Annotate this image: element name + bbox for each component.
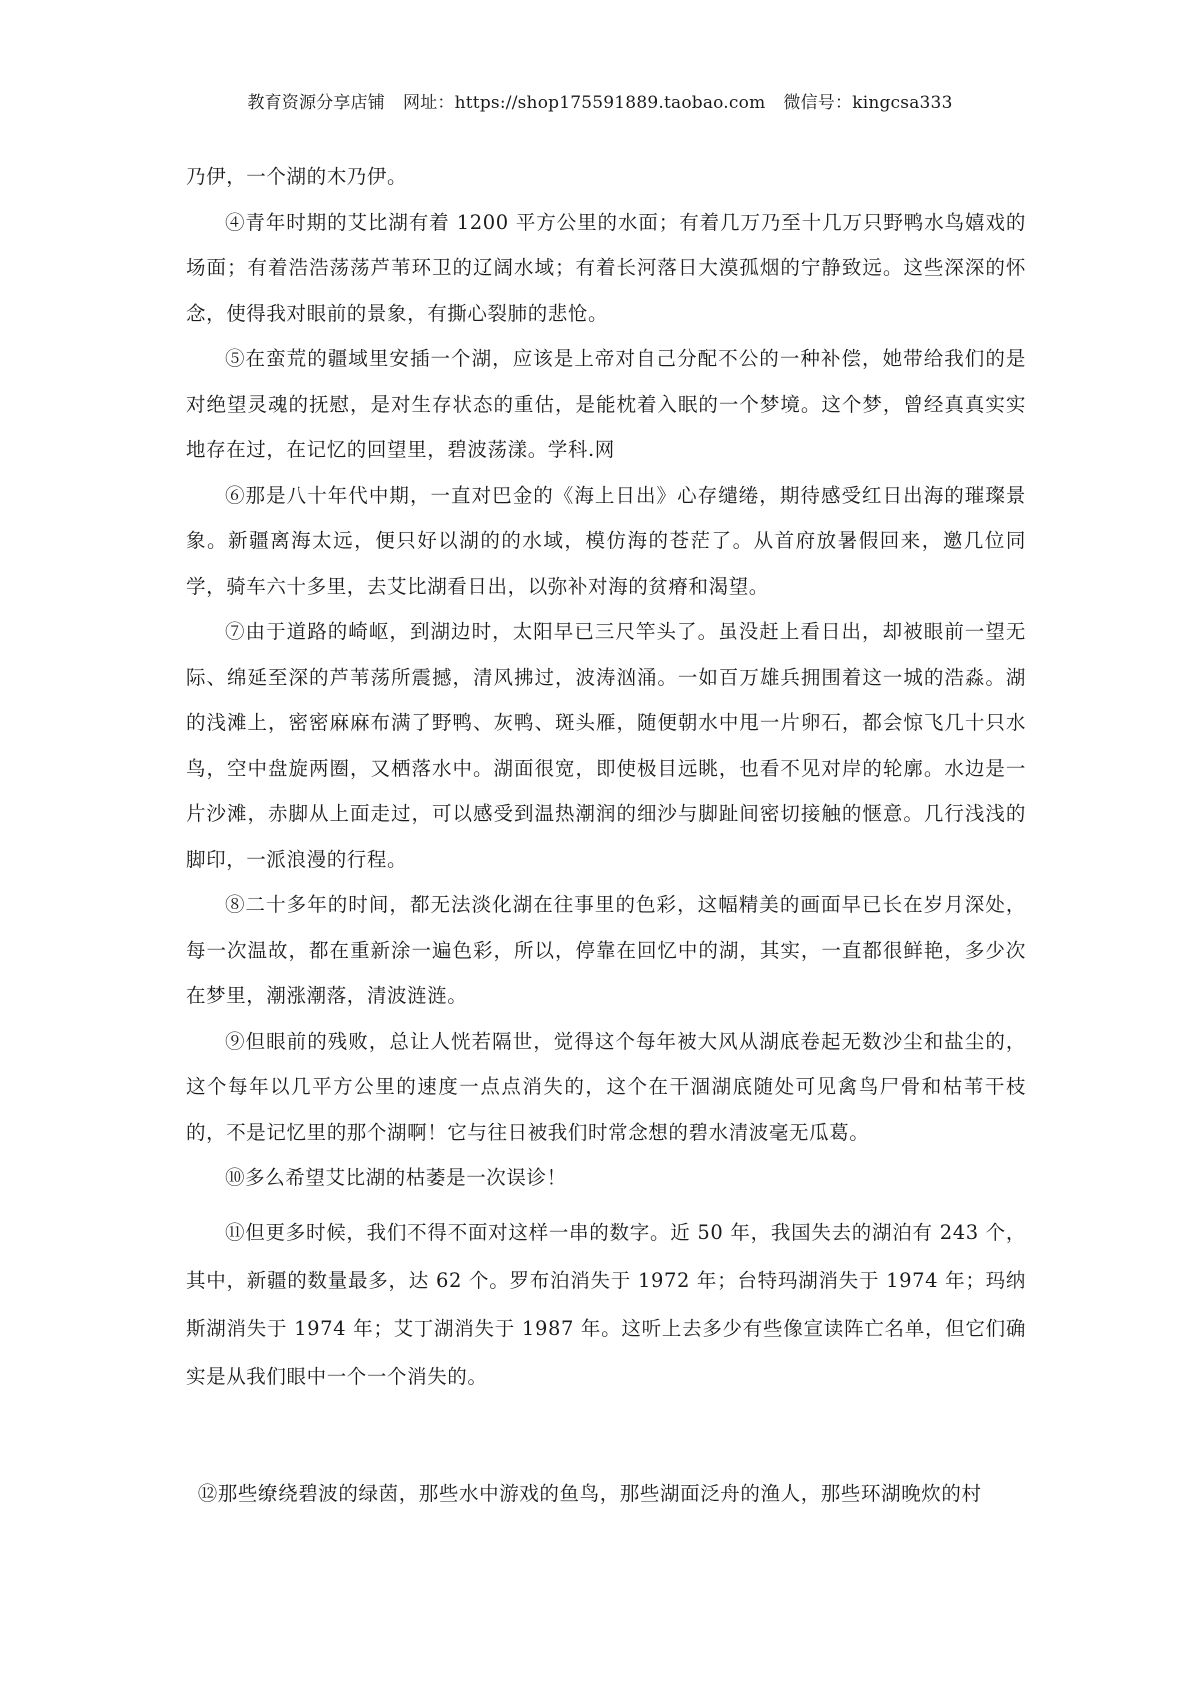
paragraph-10: ⑩多么希望艾比湖的枯萎是一次误诊！: [225, 1166, 567, 1189]
shop-name: 教育资源分享店铺: [247, 93, 386, 113]
paragraph-6: ⑥那是八十年代中期，一直对巴金的《海上日出》心存缱绻，期待感受红日出海的璀璨景象。新疆离海太远，便只好以湖的的水域，模仿海的苍茫了。从首府放暑假回来，邀几位同学，骑车六十多里，去艾比湖看日出，以弥补对海的贫瘠和渴望。: [186, 483, 1026, 598]
paragraph-7: ⑦由于道路的崎岖，到湖边时，太阳早已三尺竿头了。虽没赶上看日出，却被眼前一望无际、绵延至深的芦苇荡所震撼，清风拂过，波涛汹涌。一如百万雄兵拥围着这一城的浩淼。湖的浅滩上，密密麻麻布满了野鸭、灰鸭、斑头雁，随便朝水中甩一片卵石，都会惊飞几十只水鸟，空中盘旋两圈，又栖落水中。湖面很宽，即使极目远眺，也看不见对岸的轮廓。水边是一片沙滩，赤脚从上面走过，可以感受到温热潮润的细沙与脚趾间密切接触的惬意。几行浅浅的脚印，一派浪漫的行程。: [186, 620, 1026, 871]
wechat-id: 微信号：kingcsa333: [783, 93, 953, 113]
article-body: [186, 154, 1026, 1516]
shop-url: 网址：https://shop175591889.taobao.com: [403, 93, 766, 113]
page-header: [0, 88, 1200, 113]
paragraph-3-end: 乃伊，一个湖的木乃伊。: [186, 165, 408, 188]
paragraph-4: ④青年时期的艾比湖有着 1200 平方公里的水面；有着几万乃至十几万只野鸭水鸟嬉戏的场面；有着浩浩荡荡芦苇环卫的辽阔水域；有着长河落日大漠孤烟的宁静致远。这些深深的怀念，使得我对眼前的景象，有撕心裂肺的悲怆。: [186, 210, 1026, 325]
paragraph-11: ⑪但更多时候，我们不得不面对这样一串的数字。近 50 年，我国失去的湖泊有 243 个，其中，新疆的数量最多，达 62 个。罗布泊消失于 1972 年；台特玛湖消失于 1974 年；玛纳斯湖消失于 1974 年；艾丁湖消失于 1987 年。这听上去多少有些像宣读阵亡名单，但它们确实是从我们眼中一个一个消失的。: [186, 1220, 1026, 1388]
paragraph-5: ⑤在蛮荒的疆域里安插一个湖，应该是上帝对自己分配不公的一种补偿，她带给我们的是对绝望灵魂的抚慰，是对生存状态的重估，是能枕着入眠的一个梦境。这个梦，曾经真真实实地存在过，在记忆的回望里，碧波荡漾。学科.网: [186, 347, 1026, 461]
paragraph-9: ⑨但眼前的残败，总让人恍若隔世，觉得这个每年被大风从湖底卷起无数沙尘和盐尘的，这个每年以几平方公里的速度一点点消失的，这个在干涸湖底随处可见禽鸟尸骨和枯苇干枝的，不是记忆里的那个湖啊！它与往日被我们时常念想的碧水清波毫无瓜葛。: [186, 1029, 1026, 1144]
paragraph-8: ⑧二十多年的时间，都无法淡化湖在往事里的色彩，这幅精美的画面早已长在岁月深处，每一次温故，都在重新涂一遍色彩，所以，停靠在回忆中的湖，其实，一直都很鲜艳，多少次在梦里，潮涨潮落，清波涟涟。: [186, 893, 1026, 1007]
paragraph-12: ⑫那些缭绕碧波的绿茵，那些水中游戏的鱼鸟，那些湖面泛舟的渔人，那些环湖晚炊的村: [197, 1481, 982, 1505]
